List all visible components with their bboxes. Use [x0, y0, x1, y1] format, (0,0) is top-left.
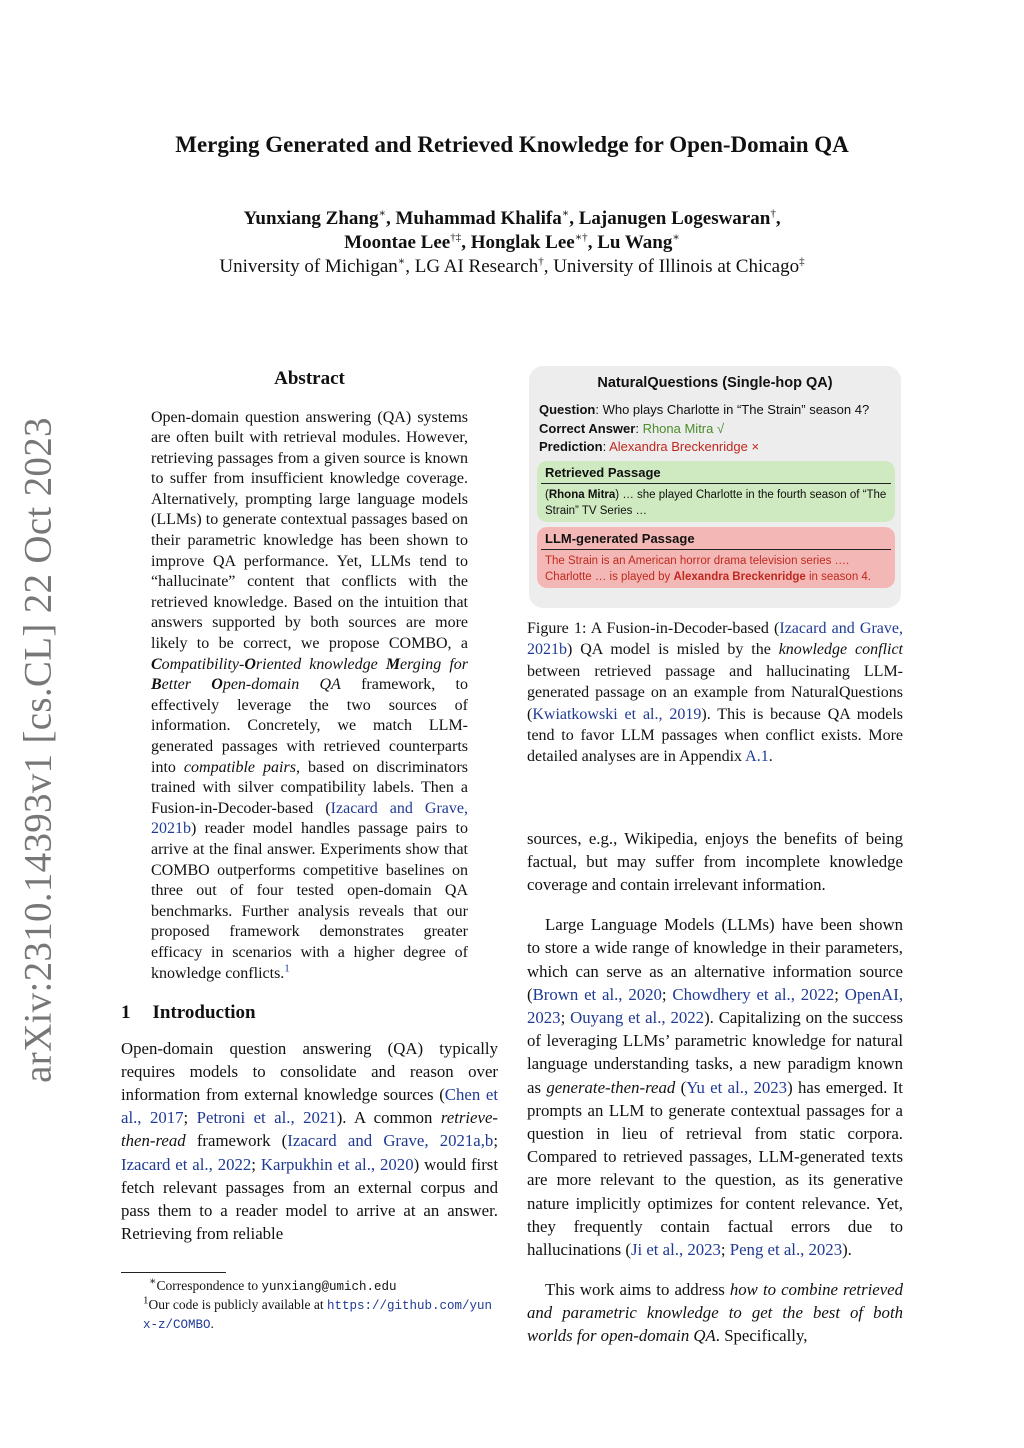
citation-link[interactable]: Izacard and Grave, 2021b	[527, 620, 903, 659]
abstract-body: Open-domain question answering (QA) systems are often built with retrieval modules. However, retrieving passages from a given source is known to suffer from insufficient knowledge coverage. Alternatively, prompting large language models (LLMs) to generate contextual passages based on their parametric knowledge has been shown to improve QA performance. Yet, LLMs tend to “hallucinate” content that conflicts with the retrieved knowledge. Based on the intuition that answers supported by both sources are more likely to be correct, we propose COMBO, a Compatibility-Oriented knowledge Merging for Better Open-domain QA framework, to effectively leverage the two sources of information. Concretely, we match LLM-generated passages with retrieved counterparts into compatible pairs, based on discriminators trained with silver compatibility labels. Then a Fusion-in-Decoder-based (Izacard and Grave, 2021b) reader model handles passage pairs to arrive at the final answer. Experiments show that COMBO outperforms competitive baselines on three out of four tested open-domain QA benchmarks. Further analysis reveals that our proposed framework demonstrates greater efficacy in scenarios with a higher degree of knowledge conflicts.$^1$	[151, 408, 469, 982]
footnote-divider	[121, 1272, 226, 1273]
affiliation: University of Illinois at Chicago	[553, 256, 800, 277]
citation-link[interactable]: Izacard et al., 2022	[121, 1154, 252, 1174]
appendix-link[interactable]: A.1	[745, 748, 769, 766]
figure-1	[529, 366, 901, 608]
citation-link[interactable]: Peng et al., 2023	[729, 1240, 843, 1260]
left-column	[121, 368, 498, 1245]
figure-title: NaturalQuestions (Single-hop QA)	[597, 375, 833, 391]
figure-qa-block	[539, 401, 869, 457]
footnotes	[121, 1272, 498, 1334]
author-name: Yunxiang Zhang	[243, 208, 379, 229]
citation-link[interactable]: Brown et al., 2020	[532, 984, 662, 1004]
footnote-correspondence: ∗Correspondence to yunxiang@umich.edu	[149, 1275, 397, 1294]
figure-caption: Figure 1: A Fusion-in-Decoder-based (Izacard and Grave, 2021b) QA model is misled by the knowledge conflict between retrieved passage and hallucinating LLM-generated passage on an example from NaturalQuestions (Kwiatkowski et al., 2019). This is because QA models tend to favor LLM passages when conflict exists. More detailed analyses are in Appendix A.1.	[527, 620, 904, 766]
arxiv-side-stamp	[10, 417, 66, 1083]
citation-link[interactable]: Chen et al., 2017	[121, 1085, 498, 1128]
body-paragraph: sources, e.g., Wikipedia, enjoys the benefits of being factual, but may suffer from incomplete knowledge coverage and contain irrelevant information.	[527, 828, 903, 895]
citation-link[interactable]: Ouyang et al., 2022	[570, 1008, 705, 1028]
email-text: yunxiang@umich.edu	[261, 1280, 397, 1294]
abstract-heading: Abstract	[274, 368, 345, 389]
citation-link[interactable]: OpenAI, 2023	[527, 984, 904, 1028]
retrieved-passage-text: (Rhona Mitra) … she played Charlotte in the fourth season of “The Strain” TV Series …	[545, 489, 887, 517]
llm-passage-text: The Strain is an American horror drama television series …. Charlotte … is played by Alexandra Breckenridge in season 4.	[545, 555, 872, 583]
retrieved-passage-heading: Retrieved Passage	[541, 461, 891, 484]
arxiv-id-text: arXiv:2310.14393v1 [cs.CL] 22 Oct 2023	[16, 417, 60, 1083]
right-column	[527, 810, 903, 1364]
intro-paragraph: Open-domain question answering (QA) typically requires models to consolidate and reason over information from external knowledge sources (Chen et al., 2017; Petroni et al., 2021). A common retrieve-then-read framework (Izacard and Grave, 2021a,b; Izacard et al., 2022; Karpukhin et al., 2020) would first fetch relevant passages from an external corpus and pass them to a reader model to arrive at an answer. Retrieving from reliable	[121, 1038, 499, 1244]
footnote-link[interactable]: 1	[284, 962, 290, 975]
figure-question: Question: Who plays Charlotte in “The Strain” season 4?	[539, 402, 870, 417]
body-paragraph: Large Language Models (LLMs) have been shown to store a wide range of knowledge in their parameters, which can serve as an alternative information source (Brown et al., 2020; Chowdhery et al., 2022; OpenAI, 2023; Ouyang et al., 2022). Capitalizing on the success of leveraging LLMs’ parametric knowledge for natural language understanding tasks, a new paradigm known as generate-then-read (Yu et al., 2023) has emerged. It prompts an LLM to generate contextual passages for a question in lieu of retrieval from static corpora. Compared to retrieved passages, LLM-generated texts are more relevant to the question, as its generative nature implicitly optimizes for content relevance. Yet, they frequently contain factual errors due to hallucinations (Ji et al., 2023; Peng et al., 2023).	[527, 915, 904, 1260]
author-name: Honglak Lee	[470, 232, 575, 253]
citation-link[interactable]: Izacard and Grave, 2021a,b	[287, 1131, 494, 1151]
citation-link[interactable]: Izacard and Grave, 2021b	[151, 799, 469, 838]
author-name: Lu Wang	[597, 232, 673, 253]
author-name: Moontae Lee	[344, 232, 451, 253]
github-link[interactable]: https://github.com/yunx-z/COMBO	[143, 1299, 492, 1332]
citation-link[interactable]: Karpukhin et al., 2020	[260, 1154, 414, 1174]
citation-link[interactable]: Ji et al., 2023	[630, 1240, 721, 1260]
affiliation: LG AI Research	[414, 256, 539, 277]
citation-link[interactable]: Petroni et al., 2021	[196, 1108, 337, 1128]
section-heading-introduction: 1 Introduction	[121, 1002, 256, 1024]
figure-prediction: Prediction: Alexandra Breckenridge ×	[539, 439, 760, 454]
citation-link[interactable]: Yu et al., 2023	[686, 1077, 788, 1097]
paper-title: Merging Generated and Retrieved Knowledge for Open-Domain QA	[175, 132, 849, 157]
affiliation: University of Michigan	[219, 256, 398, 277]
citation-link[interactable]: Kwiatkowski et al., 2019	[532, 705, 702, 723]
author-name: Muhammad Khalifa	[395, 208, 562, 229]
llm-passage-heading: LLM-generated Passage	[541, 527, 891, 550]
retrieved-passage-box	[537, 461, 895, 522]
citation-link[interactable]: Chowdhery et al., 2022	[672, 984, 835, 1004]
body-paragraph: This work aims to address how to combine retrieved and parametric knowledge to get the best of both worlds for open-domain QA. Specifically,	[527, 1280, 904, 1346]
figure-correct-answer: Correct Answer: Rhona Mitra √	[539, 420, 725, 436]
llm-passage-box	[537, 527, 895, 588]
author-block: Yunxiang Zhang∗, Muhammad Khalifa∗, Lajanugen Logeswaran†, Moontae Lee†‡, Honglak Lee∗†, Lu Wang∗ University of Michigan∗, LG AI Research†, University of Illinois at Chicago‡	[219, 207, 805, 277]
author-name: Lajanugen Logeswaran	[578, 208, 771, 229]
footnote-code: $^1$Our code is publicly available at https://github.com/yunx-z/COMBO.	[143, 1294, 492, 1332]
